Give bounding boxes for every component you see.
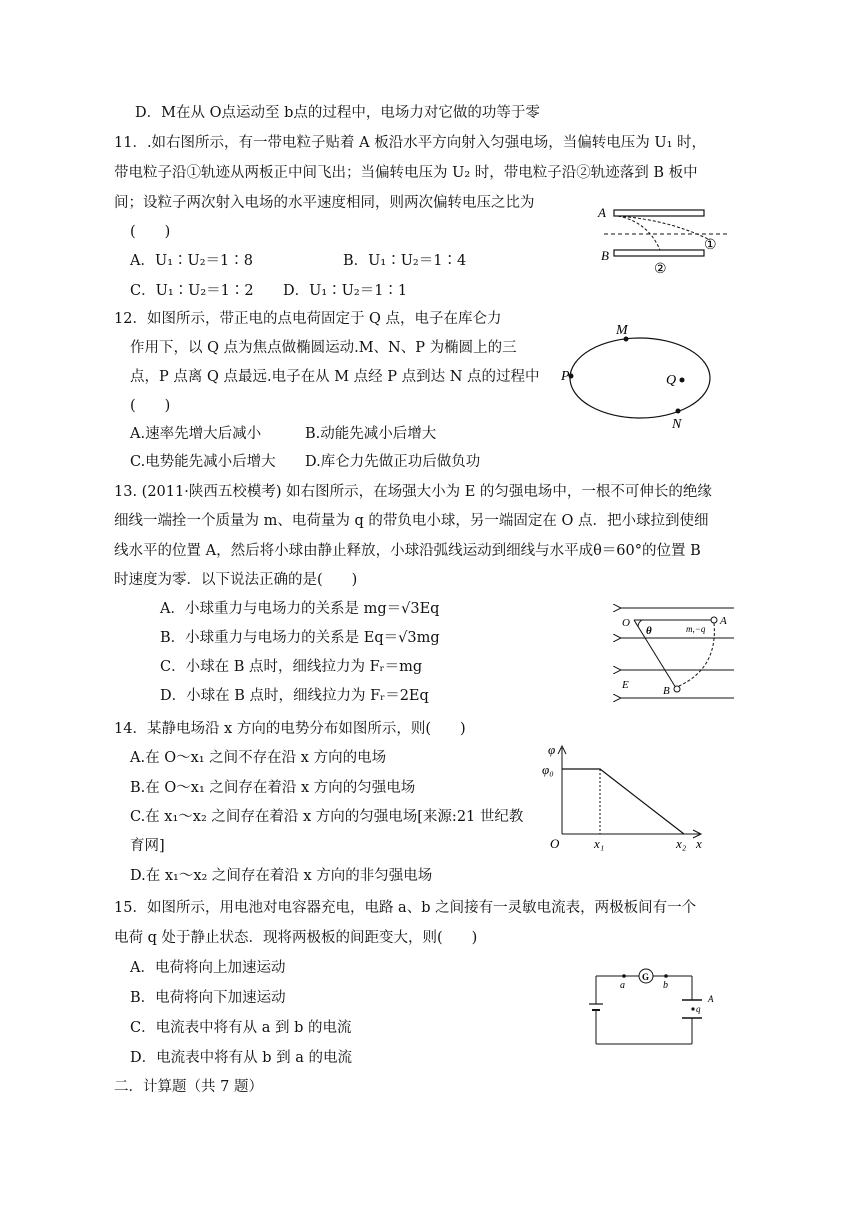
q15-option-b: B．电荷将向下加速运动 (130, 990, 286, 1006)
q13-option-c: C．小球在 B 点时，细线拉力为 Fᵣ＝mg (160, 659, 423, 675)
q15-option-d: D．电流表中将有从 b 到 a 的电流 (130, 1050, 352, 1066)
section-heading: 二．计算题（共 7 题） (114, 1079, 263, 1095)
q11-option-c: C．U₁∶U₂＝1∶2 (130, 283, 254, 299)
q13-label-theta: θ (646, 625, 652, 637)
q11-stem-line3: 间；设粒子两次射入电场的水平速度相同，则两次偏转电压之比为 (114, 195, 535, 211)
q14-option-c-line1: C.在 x₁～x₂ 之间存在着沿 x 方向的匀强电场[来源:21 世纪教 (130, 809, 524, 825)
q14-option-a: A.在 O～x₁ 之间不存在沿 x 方向的电场 (130, 750, 387, 766)
q13-stem-line4: 时速度为零．以下说法正确的是( ) (114, 572, 358, 588)
q13-theta-arc (638, 620, 642, 627)
q14-option-b: B.在 O～x₁ 之间存在着沿 x 方向的匀强电场 (130, 780, 416, 796)
q15-charge (691, 1007, 694, 1010)
q13-ball-a (711, 617, 717, 623)
q14-label-x: x (696, 836, 702, 851)
q13-stem-line1: 13. (2011·陕西五校模考) 如右图所示，在场强大小为 E 的匀强电场中，一根不可伸长的绝缘 (114, 484, 712, 500)
q14-figure (540, 740, 720, 852)
q13-stem-line2: 细线一端拴一个质量为 m、电荷量为 q 的带负电小球，另一端固定在 O 点．把小球拉到使细 (114, 513, 709, 529)
q13-figure (608, 598, 740, 704)
q12-stem-line1: 12．如图所示，带正电的点电荷固定于 Q 点，电子在库仑力 (114, 311, 502, 327)
q11-fig-label-1: ① (704, 238, 717, 253)
q11-option-a: A．U₁∶U₂＝1∶8 (130, 253, 253, 269)
q14-option-d: D.在 x₁～x₂ 之间存在着沿 x 方向的非匀强电场 (130, 868, 433, 884)
q15-node-a (622, 974, 626, 978)
q14-option-c-line2: 育网] (130, 838, 165, 854)
q14-label-x1: x₁ (594, 836, 605, 851)
q11-plate-a (614, 210, 704, 216)
q11-figure (590, 200, 740, 280)
q12-point-q (680, 378, 685, 383)
q12-label-m: M (616, 323, 628, 338)
q11-fig-label-b: B (601, 248, 609, 263)
q15-label-a: a (620, 980, 625, 991)
q12-option-c: C.电势能先减小后增大 (130, 454, 276, 470)
q13-option-a: A．小球重力与电场力的关系是 mg＝√3Eq (160, 601, 440, 617)
q14-label-phi: φ (548, 742, 556, 757)
q12-label-q: Q (666, 373, 677, 388)
q15-label-b: b (663, 980, 668, 991)
q11-option-d: D．U₁∶U₂＝1∶1 (283, 283, 408, 299)
q13-label-b: B (663, 685, 670, 697)
q11-fig-label-a: A (598, 205, 606, 220)
q12-option-a: A.速率先增大后减小 (130, 426, 262, 442)
q14-label-o: O (550, 836, 560, 851)
q13-label-a: A (720, 615, 727, 627)
q12-ellipse (570, 338, 710, 418)
q13-label-mq: m,−q (686, 624, 706, 634)
q13-string (634, 620, 676, 688)
q15-option-c: C．电流表中将有从 a 到 b 的电流 (130, 1020, 352, 1036)
q14-label-phi0: φ₀ (542, 762, 554, 777)
q12-paren: ( ) (130, 398, 171, 414)
q14-potential-curve (562, 769, 684, 834)
q15-stem-line2: 电荷 q 处于静止状态．现将两极板的间距变大，则( ) (114, 930, 478, 946)
q13-stem-line3: 线水平的位置 A，然后将小球由静止释放，小球沿弧线运动到细线与水平成θ＝60°的位置 B (114, 543, 701, 559)
q14-stem: 14．某静电场沿 x 方向的电势分布如图所示，则( ) (114, 721, 466, 737)
q15-label-g: G (642, 972, 650, 982)
q12-label-p: P (561, 369, 570, 384)
q13-option-b: B．小球重力与电场力的关系是 Eq＝√3mg (160, 630, 440, 646)
q14-label-x2: x₂ (676, 836, 687, 851)
q12-label-n: N (672, 417, 682, 432)
q15-stem-line1: 15．如图所示，用电池对电容器充电，电路 a、b 之间接有一灵敏电流表，两极板间有一个 (114, 900, 697, 916)
q11-trajectory-1 (618, 216, 710, 240)
q11-fig-label-2: ② (654, 262, 667, 277)
q11-stem-line2: 带电粒子沿①轨迹从两板正中间飞出；当偏转电压为 U₂ 时，带电粒子沿②轨迹落到 B 板中 (114, 165, 698, 181)
q11-plate-b (614, 250, 704, 256)
q13-label-e: E (622, 679, 629, 691)
q12-option-d: D.库仑力先做正功后做负功 (305, 454, 481, 470)
q10-option-d: D．M在从 O点运动至 b点的过程中，电场力对它做的功等于零 (135, 105, 540, 121)
q15-option-a: A．电荷将向上加速运动 (130, 960, 286, 976)
q12-stem-line2: 作用下，以 Q 点为焦点做椭圆运动.M、N、P 为椭圆上的三 (130, 340, 517, 356)
q11-stem-line1: 11．.如右图所示，有一带电粒子贴着 A 板沿水平方向射入匀强电场，当偏转电压为 U₁ 时， (114, 135, 706, 151)
q13-label-o: O (622, 617, 630, 629)
q13-option-d: D．小球在 B 点时，细线拉力为 Fᵣ＝2Eq (160, 688, 429, 704)
q15-label-q: q (696, 1004, 701, 1014)
q15-node-b (664, 974, 668, 978)
q12-point-n (676, 409, 681, 414)
q12-option-b: B.动能先减小后增大 (305, 426, 437, 442)
q15-label-capacitor-a: A (708, 994, 714, 1004)
q13-ball-b (674, 686, 680, 692)
q12-stem-line3: 点，P 点离 Q 点最远.电子在从 M 点经 P 点到达 N 点的过程中 (130, 369, 540, 385)
q15-figure (586, 964, 720, 1054)
q11-paren: ( ) (130, 224, 171, 240)
q12-figure (560, 320, 720, 432)
q11-option-b: B．U₁∶U₂＝1∶4 (343, 253, 467, 269)
